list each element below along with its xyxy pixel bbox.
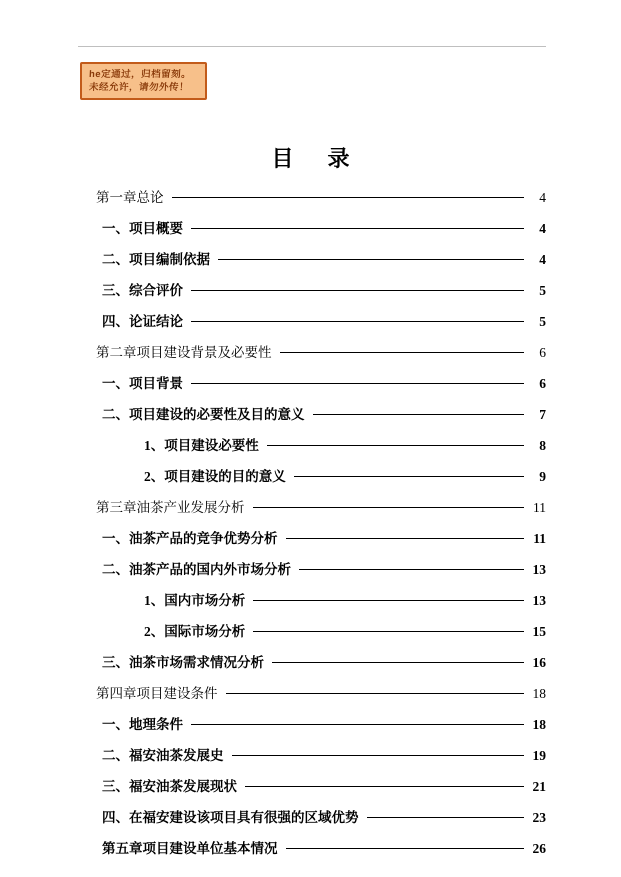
toc-leader-line <box>286 538 525 539</box>
toc-entry-label: 2、国际市场分析 <box>144 624 246 639</box>
toc-leader-line <box>218 259 524 260</box>
toc-leader-line <box>172 197 525 198</box>
toc-entry-page-number: 13 <box>532 562 546 577</box>
toc-entry[interactable] <box>96 682 546 713</box>
toc-entry[interactable] <box>96 496 546 527</box>
toc-leader-line <box>267 445 524 446</box>
toc-entry-page-number: 5 <box>539 283 546 298</box>
toc-entry-label: 三、综合评价 <box>102 283 183 298</box>
toc-entry-page-number: 8 <box>539 438 546 453</box>
toc-leader-line <box>226 693 525 694</box>
toc-entry[interactable] <box>96 341 546 372</box>
toc-entry-label: 一、项目背景 <box>102 376 183 391</box>
toc-leader-line <box>191 724 524 725</box>
toc-entry[interactable] <box>102 248 546 279</box>
toc-entry[interactable] <box>102 372 546 403</box>
toc-leader-line <box>253 600 524 601</box>
toc-entry-page-number: 21 <box>532 779 546 794</box>
toc-leader-line <box>294 476 524 477</box>
toc-leader-line <box>313 414 525 415</box>
toc-entry[interactable] <box>102 651 546 682</box>
toc-entry-page-number: 19 <box>532 748 546 763</box>
toc-entry-label: 二、项目编制依据 <box>102 252 210 267</box>
toc-entry-page-number: 9 <box>539 469 546 484</box>
page-title <box>0 142 621 173</box>
toc-entry-label: 第五章项目建设单位基本情况 <box>102 841 278 856</box>
toc-leader-line <box>253 507 525 508</box>
toc-entry[interactable] <box>102 403 546 434</box>
toc-leader-line <box>232 755 525 756</box>
toc-entry-page-number: 7 <box>539 407 546 422</box>
toc-entry[interactable] <box>102 558 546 589</box>
toc-entry-label: 三、油茶市场需求情况分析 <box>102 655 264 670</box>
toc-entry-label: 二、项目建设的必要性及目的意义 <box>102 407 305 422</box>
toc-entry-label: 四、论证结论 <box>102 314 183 329</box>
toc-leader-line <box>253 631 524 632</box>
toc-entry-label: 四、在福安建设该项目具有很强的区域优势 <box>102 810 359 825</box>
toc-entry-label: 二、油茶产品的国内外市场分析 <box>102 562 291 577</box>
page-title-main: 目 <box>271 146 294 171</box>
toc-entry-label: 第三章油茶产业发展分析 <box>96 500 245 515</box>
toc-entry[interactable] <box>102 279 546 310</box>
toc-entry[interactable] <box>144 434 546 465</box>
toc-entry-page-number: 16 <box>532 655 546 670</box>
toc-leader-line <box>272 662 524 663</box>
toc-entry[interactable] <box>102 744 546 775</box>
toc-leader-line <box>245 786 524 787</box>
toc-entry-page-number: 4 <box>539 221 546 236</box>
table-of-contents <box>96 186 546 868</box>
toc-entry-page-number: 11 <box>533 500 546 515</box>
header-divider <box>78 46 546 47</box>
toc-entry-label: 三、福安油茶发展现状 <box>102 779 237 794</box>
toc-entry-label: 1、项目建设必要性 <box>144 438 259 453</box>
toc-leader-line <box>280 352 525 353</box>
stamp-line-1: he定通过，归档留刻。 <box>88 69 192 80</box>
toc-entry-page-number: 26 <box>532 841 546 856</box>
toc-entry[interactable] <box>102 713 546 744</box>
toc-entry-label: 一、地理条件 <box>102 717 183 732</box>
approval-stamp <box>80 62 207 100</box>
toc-entry-page-number: 13 <box>532 593 546 608</box>
toc-leader-line <box>191 321 524 322</box>
toc-entry[interactable] <box>102 527 546 558</box>
toc-entry[interactable] <box>102 837 546 868</box>
toc-entry[interactable] <box>144 589 546 620</box>
toc-entry-page-number: 6 <box>539 376 546 391</box>
page-title-sub: 录 <box>327 146 350 171</box>
toc-leader-line <box>367 817 525 818</box>
toc-entry-label: 一、项目概要 <box>102 221 183 236</box>
toc-entry[interactable] <box>96 186 546 217</box>
toc-leader-line <box>286 848 525 849</box>
toc-entry[interactable] <box>102 217 546 248</box>
toc-entry[interactable] <box>102 310 546 341</box>
toc-entry-page-number: 18 <box>532 686 546 701</box>
toc-entry[interactable] <box>102 775 546 806</box>
toc-entry-label: 2、项目建设的目的意义 <box>144 469 286 484</box>
toc-leader-line <box>191 290 524 291</box>
toc-entry-label: 第四章项目建设条件 <box>96 686 218 701</box>
toc-entry-page-number: 4 <box>539 252 546 267</box>
toc-entry-page-number: 5 <box>539 314 546 329</box>
toc-entry-label: 第一章总论 <box>96 190 164 205</box>
toc-leader-line <box>191 228 524 229</box>
toc-entry-label: 二、福安油茶发展史 <box>102 748 224 763</box>
toc-entry-page-number: 18 <box>532 717 546 732</box>
stamp-line-2: 未经允许，请勿外传！ <box>88 82 190 93</box>
toc-entry-label: 第二章项目建设背景及必要性 <box>96 345 272 360</box>
toc-entry[interactable] <box>144 620 546 651</box>
toc-entry-page-number: 4 <box>539 190 546 205</box>
toc-entry-label: 1、国内市场分析 <box>144 593 246 608</box>
toc-entry-page-number: 23 <box>532 810 546 825</box>
toc-entry-label: 一、油茶产品的竞争优势分析 <box>102 531 278 546</box>
toc-entry[interactable] <box>144 465 546 496</box>
toc-entry-page-number: 15 <box>532 624 546 639</box>
toc-leader-line <box>191 383 524 384</box>
toc-entry-page-number: 11 <box>533 531 546 546</box>
toc-entry-page-number: 6 <box>539 345 546 360</box>
toc-leader-line <box>299 569 524 570</box>
toc-entry[interactable] <box>102 806 546 837</box>
